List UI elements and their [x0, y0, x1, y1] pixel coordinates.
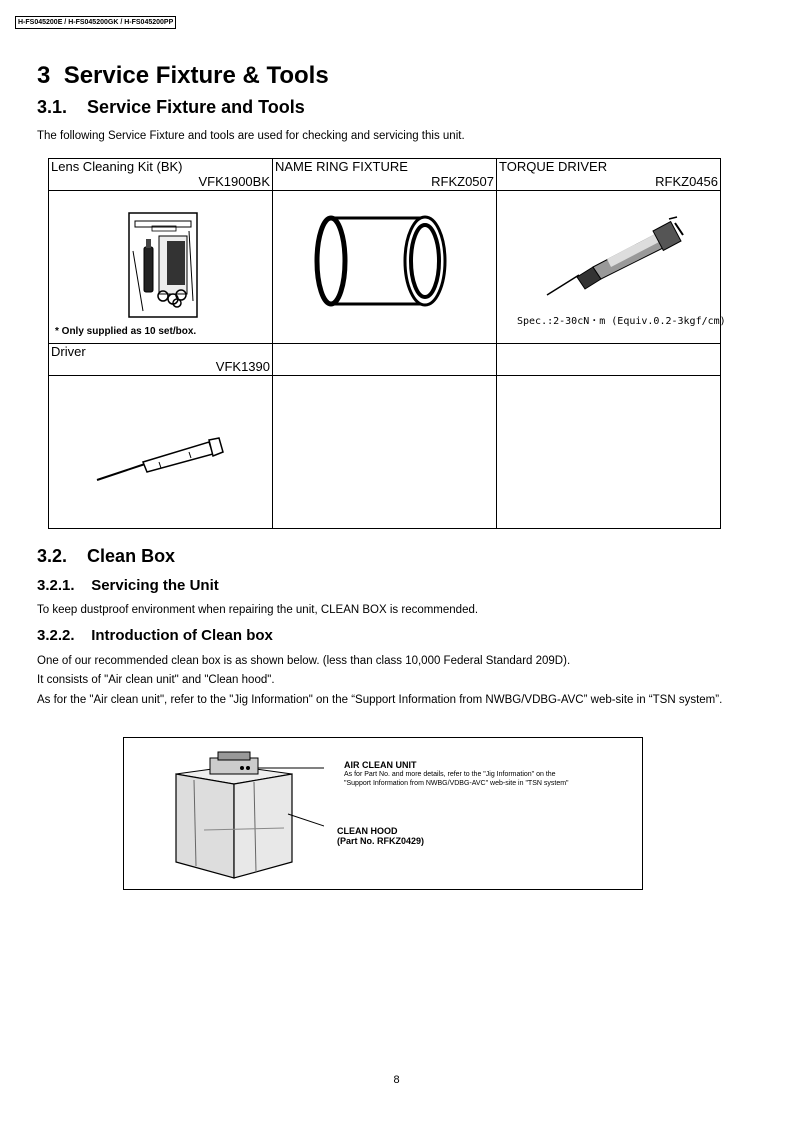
- table-cell: [273, 344, 497, 376]
- table-row: [49, 344, 721, 376]
- air-clean-unit-callout: [344, 760, 569, 788]
- table-cell: [49, 344, 273, 376]
- table-row: [49, 159, 721, 191]
- fixture-part-number: VFK1900BK: [198, 174, 270, 189]
- section-title: Service Fixture and Tools: [87, 97, 305, 117]
- intro-line-2: It consists of "Air clean unit" and "Clean hood".: [37, 674, 275, 686]
- callout-part-number: (Part No. RFKZ0429): [337, 836, 425, 846]
- section-3-heading: [37, 62, 329, 90]
- servicing-paragraph: To keep dustproof environment when repairing the unit, CLEAN BOX is recommended.: [37, 604, 479, 616]
- driver-image: [49, 376, 271, 528]
- section-number: 3.1.: [37, 97, 68, 117]
- section-number: 3.2.1.: [37, 577, 75, 594]
- service-fixture-table: [48, 158, 726, 529]
- section-title: Service Fixture & Tools: [63, 62, 329, 89]
- table-cell: [49, 376, 273, 529]
- table-row: [49, 191, 721, 344]
- clean-box-illustration: [124, 738, 324, 889]
- section-number: 3: [37, 62, 51, 89]
- model-number-tag: H-FS045200E / H-FS045200GK / H-FS045200PP: [15, 16, 176, 29]
- table-cell: [273, 191, 497, 344]
- intro-line-3: As for the "Air clean unit", refer to the "Jig Information" on the “Support Information from NWBG/VDBG-AVC” web-site in “TSN system”.: [37, 694, 723, 706]
- torque-spec: Spec.:2-30cN・m (Equiv.0.2-3kgf/cm): [517, 316, 726, 327]
- fixture-name: Driver: [51, 344, 86, 359]
- table-cell: [497, 159, 721, 191]
- fixture-part-number: RFKZ0456: [655, 174, 718, 189]
- name-ring-fixture-image: [273, 191, 495, 343]
- section-number: 3.2.: [37, 546, 68, 566]
- callout-title: AIR CLEAN UNIT: [344, 760, 417, 770]
- lens-cleaning-kit-image: [49, 191, 271, 343]
- section-3-2-1-heading: [37, 577, 219, 594]
- supply-note: * Only supplied as 10 set/box.: [55, 326, 197, 337]
- intro-line-1: One of our recommended clean box is as shown below. (less than class 10,000 Federal Standard 209D).: [37, 655, 571, 667]
- section-title: Clean Box: [87, 546, 176, 566]
- table-cell: [497, 376, 721, 529]
- section-3-1-heading: [37, 97, 305, 118]
- fixture-name: NAME RING FIXTURE: [275, 159, 408, 174]
- intro-paragraph: The following Service Fixture and tools are used for checking and servicing this unit.: [37, 130, 465, 142]
- table-cell: [497, 191, 726, 344]
- table-row: [49, 376, 721, 529]
- callout-description: "Support Information from NWBG/VDBG-AVC" web-site in "TSN system": [344, 780, 569, 787]
- fixture-name: Lens Cleaning Kit (BK): [51, 159, 183, 174]
- table-cell: [273, 159, 497, 191]
- section-number: 3.2.2.: [37, 627, 75, 644]
- callout-title: CLEAN HOOD: [337, 826, 398, 836]
- section-title: Introduction of Clean box: [91, 627, 273, 644]
- clean-hood-callout: [337, 826, 424, 846]
- clean-box-figure: [123, 737, 643, 890]
- section-3-2-heading: [37, 546, 175, 567]
- section-title: Servicing the Unit: [91, 577, 219, 594]
- fixture-part-number: VFK1390: [215, 359, 270, 374]
- fixture-name: TORQUE DRIVER: [499, 159, 608, 174]
- page-number: 8: [393, 1074, 400, 1086]
- table-cell: [497, 344, 721, 376]
- table-cell: [49, 159, 273, 191]
- table-cell: [49, 191, 273, 344]
- fixture-part-number: RFKZ0507: [431, 174, 494, 189]
- section-3-2-2-heading: [37, 627, 273, 644]
- callout-description: As for Part No. and more details, refer to the "Jig Information" on the: [344, 771, 556, 778]
- table-cell: [273, 376, 497, 529]
